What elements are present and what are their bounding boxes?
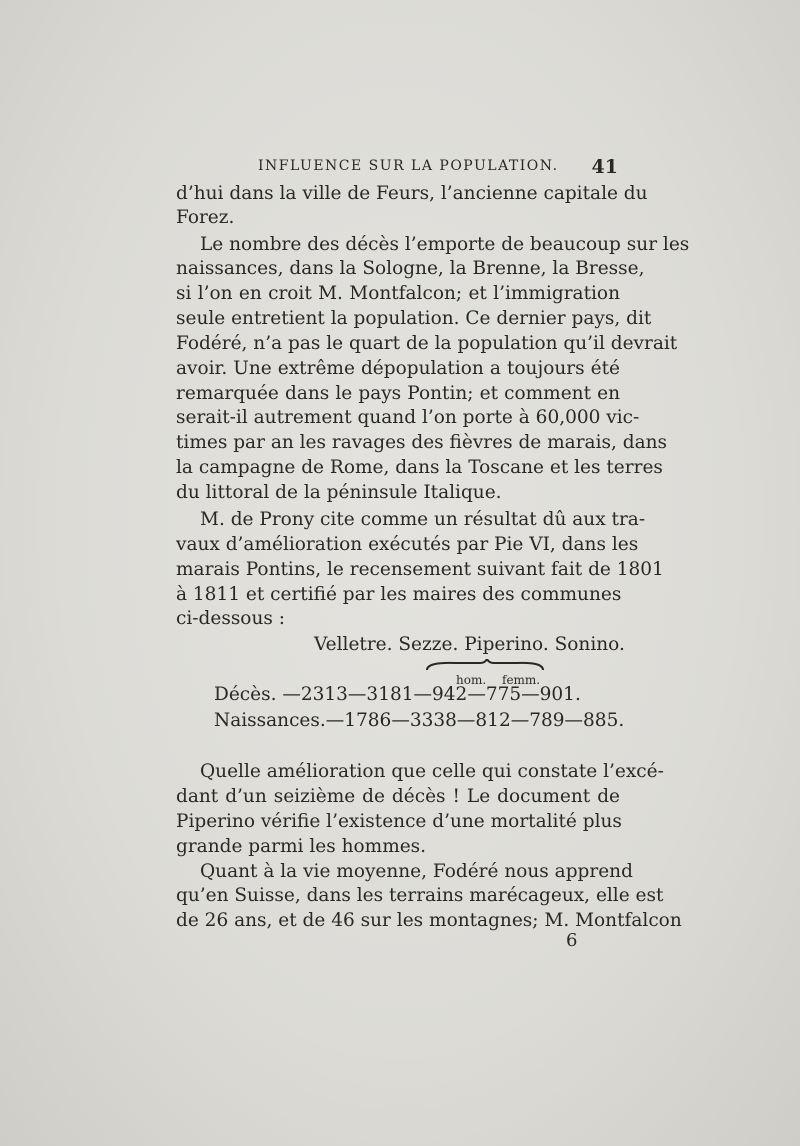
text-line: Fodéré, n’a pas le quart de la population qu’il devrait [176, 333, 678, 354]
text-line: ci-dessous : [176, 608, 285, 629]
text-line: Quant à la vie moyenne, Fodéré nous apprend [200, 861, 633, 882]
text-line: Forez. [176, 207, 235, 228]
text-line: à 1811 et certifié par les maires des communes [176, 584, 622, 605]
text-line: naissances, dans la Sologne, la Brenne, la Bresse, [176, 258, 645, 279]
text-line: qu’en Suisse, dans les terrains marécageux, elle est [176, 885, 664, 906]
table-column-header: Velletre. Sezze. Piperino. Sonino. [314, 634, 625, 655]
table-row-naissances: Naissances.—1786—3338—812—789—885. [214, 710, 625, 731]
running-title: INFLUENCE SUR LA POPULATION. [258, 158, 559, 174]
text-line: dant d’un seizième de décès ! Le document de [176, 786, 620, 807]
text-line: avoir. Une extrême dépopulation a toujours été [176, 358, 620, 379]
text-line: marais Pontins, le recensement suivant fait de 1801 [176, 559, 664, 580]
text-line: du littoral de la péninsule Italique. [176, 482, 502, 503]
text-line: Le nombre des décès l’emporte de beaucoup sur les [200, 234, 690, 255]
text-line: la campagne de Rome, dans la Toscane et les terres [176, 457, 663, 478]
text-line: Quelle amélioration que celle qui constate l’excé- [200, 761, 664, 782]
signature-mark: 6 [566, 930, 578, 951]
text-line: serait-il autrement quand l’on porte à 60,000 vic- [176, 407, 640, 428]
text-line: grande parmi les hommes. [176, 836, 427, 857]
text-line: seule entretient la population. Ce dernier pays, dit [176, 308, 652, 329]
table-sub-hom: hom. [456, 673, 487, 687]
table-row-deces: Décès. —2313—3181—942—775—901. [214, 684, 581, 705]
text-line: times par an les ravages des fièvres de marais, dans [176, 432, 668, 453]
text-line: M. de Prony cite comme un résultat dû aux tra- [200, 509, 646, 530]
text-line: remarquée dans le pays Pontin; et comment en [176, 383, 620, 404]
table-sub-femm: femm. [502, 673, 541, 687]
text-line: vaux d’amélioration exécutés par Pie VI, dans les [176, 534, 639, 555]
text-line: de 26 ans, et de 46 sur les montagnes; M. Montfalcon [176, 910, 682, 931]
text-line: d’hui dans la ville de Feurs, l’ancienne capitale du [176, 183, 648, 204]
brace-icon [425, 659, 545, 671]
page-number: 41 [591, 156, 618, 178]
text-line: si l’on en croit M. Montfalcon; et l’immigration [176, 283, 620, 304]
text-line: Piperino vérifie l’existence d’une mortalité plus [176, 811, 622, 832]
